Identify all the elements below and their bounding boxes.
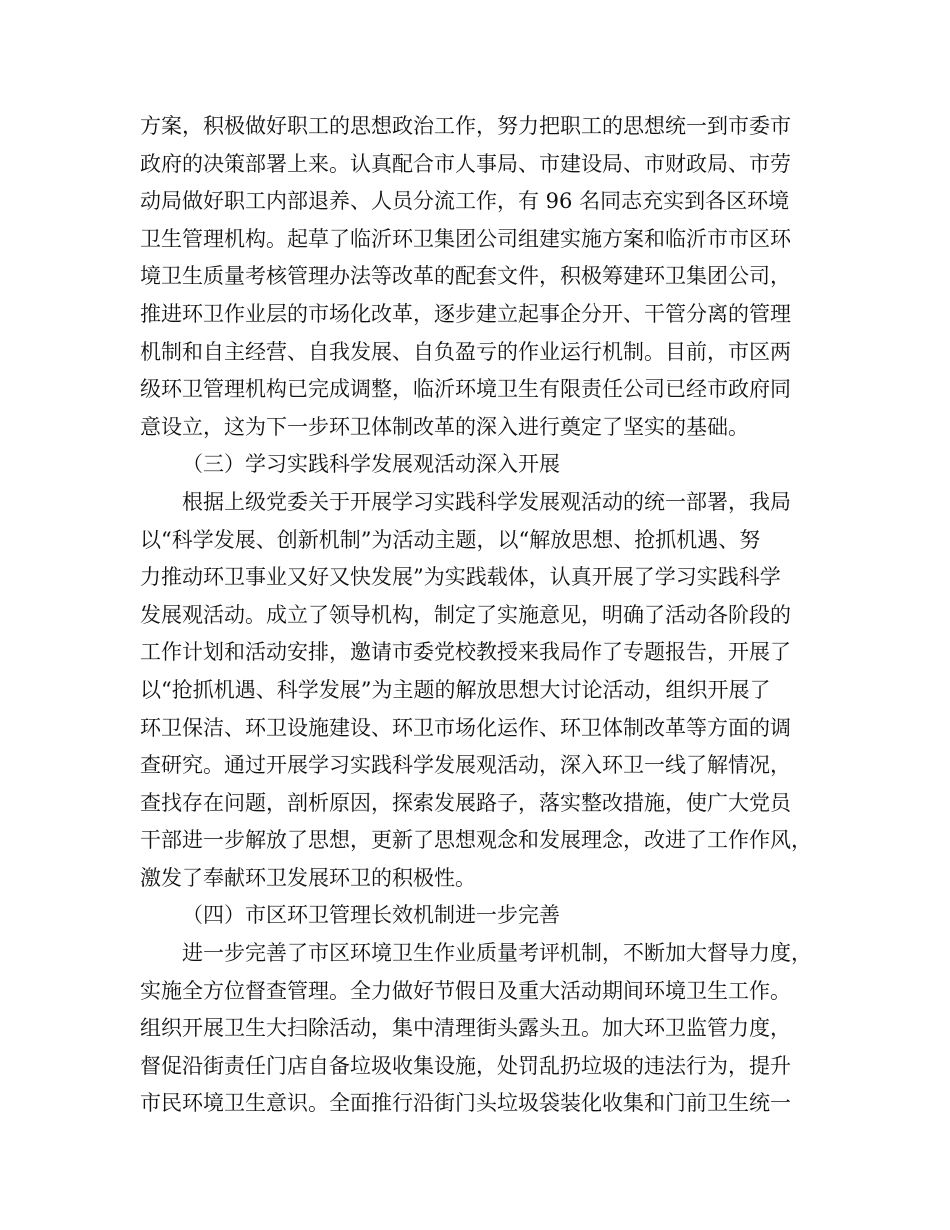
text-line: 政府的决策部署上来。认真配合市人事局、市建设局、市财政局、市劳 — [140, 151, 791, 176]
text-line: 查找存在问题，剖析原因，探索发展路子，落实整改措施，使广大党员 — [140, 790, 791, 815]
text-line: 机制和自主经营、自我发展、自负盈亏的作业运行机制。目前，市区两 — [140, 339, 791, 364]
paragraph-start-line: （三）学习实践科学发展观活动深入开展 — [182, 452, 560, 477]
text-line: 卫生管理机构。起草了临沂环卫集团公司组建实施方案和临沂市市区环 — [140, 226, 791, 251]
text-line: 力推动环卫事业又好又快发展”为实践载体，认真开展了学习实践科学 — [140, 565, 781, 590]
text-line: 推进环卫作业层的市场化改革，逐步建立起事企分开、干管分离的管理 — [140, 301, 791, 326]
text-line: 激发了奉献环卫发展环卫的积极性。 — [140, 865, 476, 890]
text-line: 方案，积极做好职工的思想政治工作，努力把职工的思想统一到市委市 — [140, 114, 791, 138]
paragraph-start-line: 进一步完善了市区环境卫生作业质量考评机制，不断加大督导力度， — [182, 941, 812, 966]
text-line: 市民环境卫生意识。全面推行沿街门头垃圾袋装化收集和门前卫生统一 — [140, 1091, 791, 1116]
text-line: 以“抢抓机遇、科学发展”为主题的解放思想大讨论活动，组织开展了 — [140, 677, 771, 702]
text-line: 意设立，这为下一步环卫体制改革的深入进行奠定了坚实的基础。 — [140, 414, 749, 439]
text-line: 环卫保洁、环卫设施建设、环卫市场化运作、环卫体制改革等方面的调 — [140, 715, 791, 740]
text-line: 实施全方位督查管理。全力做好节假日及重大活动期间环境卫生工作。 — [140, 978, 791, 1003]
text-line: 动局做好职工内部退养、人员分流工作，有 96 名同志充实到各区环境 — [140, 189, 790, 214]
paragraph-start-line: 根据上级党委关于开展学习实践科学发展观活动的统一部署，我局 — [182, 489, 791, 514]
text-line: 级环卫管理机构已完成调整，临沂环境卫生有限责任公司已经市政府同 — [140, 377, 791, 402]
text-line: 组织开展卫生大扫除活动，集中清理街头露头丑。加大环卫监管力度， — [140, 1016, 791, 1041]
text-line: 以“科学发展、创新机制”为活动主题，以“解放思想、抢抓机遇、努 — [140, 527, 761, 552]
paragraph-start-line: （四）市区环卫管理长效机制进一步完善 — [182, 903, 560, 928]
text-line: 查研究。通过开展学习实践科学发展观活动，深入环卫一线了解情况， — [140, 753, 791, 778]
text-line: 发展观活动。成立了领导机构，制定了实施意见，明确了活动各阶段的 — [140, 602, 791, 627]
text-line: 干部进一步解放了思想，更新了思想观念和发展理念，改进了工作作风， — [140, 828, 812, 853]
text-line: 督促沿街责任门店自备垃圾收集设施，处罚乱扔垃圾的违法行为，提升 — [140, 1053, 791, 1078]
document-body — [140, 108, 820, 1123]
text-line: 境卫生质量考核管理办法等改革的配套文件，积极筹建环卫集团公司， — [140, 264, 791, 289]
text-line: 工作计划和活动安排，邀请市委党校教授来我局作了专题报告，开展了 — [140, 640, 791, 665]
